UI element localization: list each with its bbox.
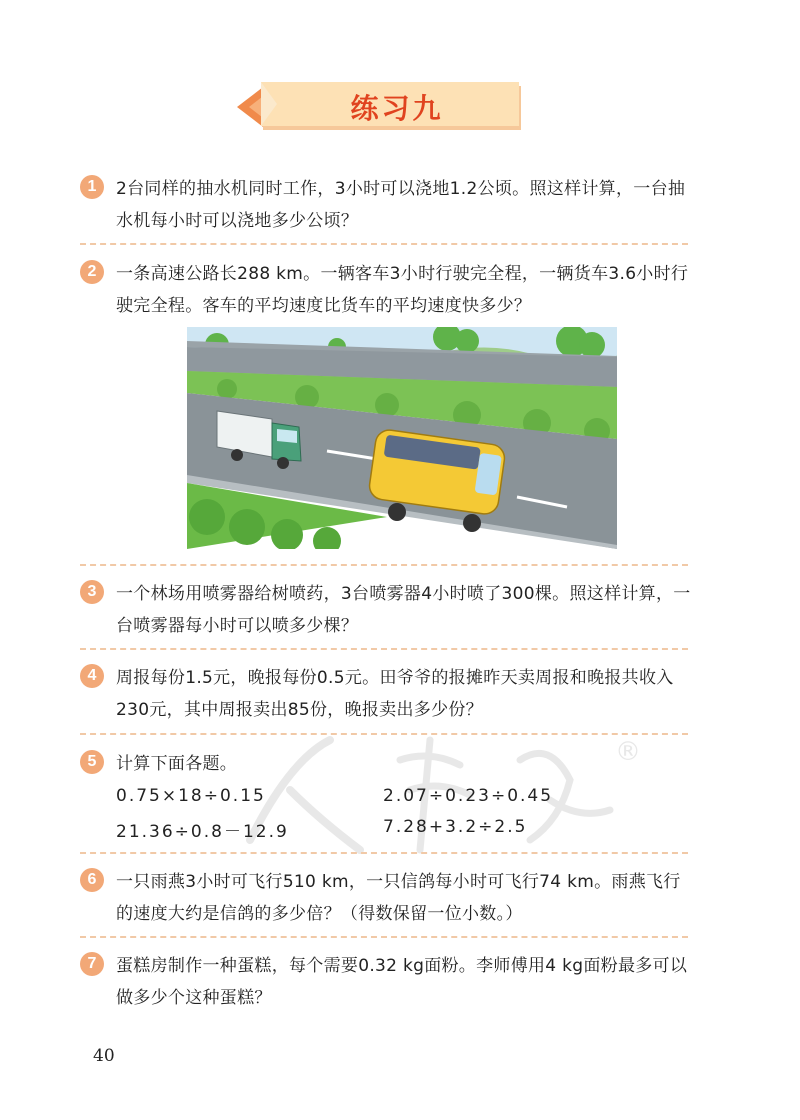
problem-number: 5 <box>80 750 104 774</box>
problem-number: 4 <box>80 664 104 688</box>
page-title: 练习九 <box>350 92 444 125</box>
problem-text: 计算下面各题。 <box>116 754 238 774</box>
divider <box>80 243 688 245</box>
problem-number: 3 <box>80 580 104 604</box>
problem-text: 一条高速公路长288 km。一辆客车3小时行驶完全程，一辆货车3.6小时行驶完全程。客车的平均速度比货车的平均速度快多少？ <box>116 264 689 316</box>
problem-number: 2 <box>80 260 104 284</box>
calc-item: 7.28+3.2÷2.5 <box>383 817 528 837</box>
problem-text: 周报每份1.5元，晚报每份0.5元。田爷爷的报摊昨天卖周报和晚报共收入230元，其中周报卖出85份，晚报卖出多少份？ <box>116 668 674 720</box>
problem-text: 一只雨燕3小时可飞行510 km，一只信鸽每小时可飞行74 km。雨燕飞行的速度大约是信鸽的多少倍？（得数保留一位小数。） <box>116 872 681 924</box>
divider <box>80 936 688 938</box>
problem-text: 一个林场用喷雾器给树喷药，3台喷雾器4小时喷了300棵。照这样计算，一台喷雾器每小时可以喷多少棵？ <box>116 584 691 636</box>
title-banner <box>237 82 527 132</box>
calc-item: 0.75×18÷0.15 <box>116 786 266 806</box>
divider <box>80 733 688 735</box>
highway-illustration <box>187 327 617 549</box>
problem-text: 蛋糕房制作一种蛋糕，每个需要0.32 kg面粉。李师傅用4 kg面粉最多可以做多少个这种蛋糕？ <box>116 956 688 1008</box>
calc-item: 21.36÷0.8－12.9 <box>116 822 289 842</box>
calc-item: 2.07÷0.23÷0.45 <box>383 786 554 806</box>
problem-number: 1 <box>80 175 104 199</box>
divider <box>80 852 688 854</box>
problem-number: 7 <box>80 952 104 976</box>
divider <box>80 648 688 650</box>
problem-text: 2台同样的抽水机同时工作，3小时可以浇地1.2公顷。照这样计算，一台抽水机每小时可以浇地多少公顷？ <box>116 179 686 231</box>
page-number: 40 <box>93 1046 115 1066</box>
registered-mark: ® <box>615 737 641 767</box>
divider <box>80 564 688 566</box>
problem-number: 6 <box>80 868 104 892</box>
